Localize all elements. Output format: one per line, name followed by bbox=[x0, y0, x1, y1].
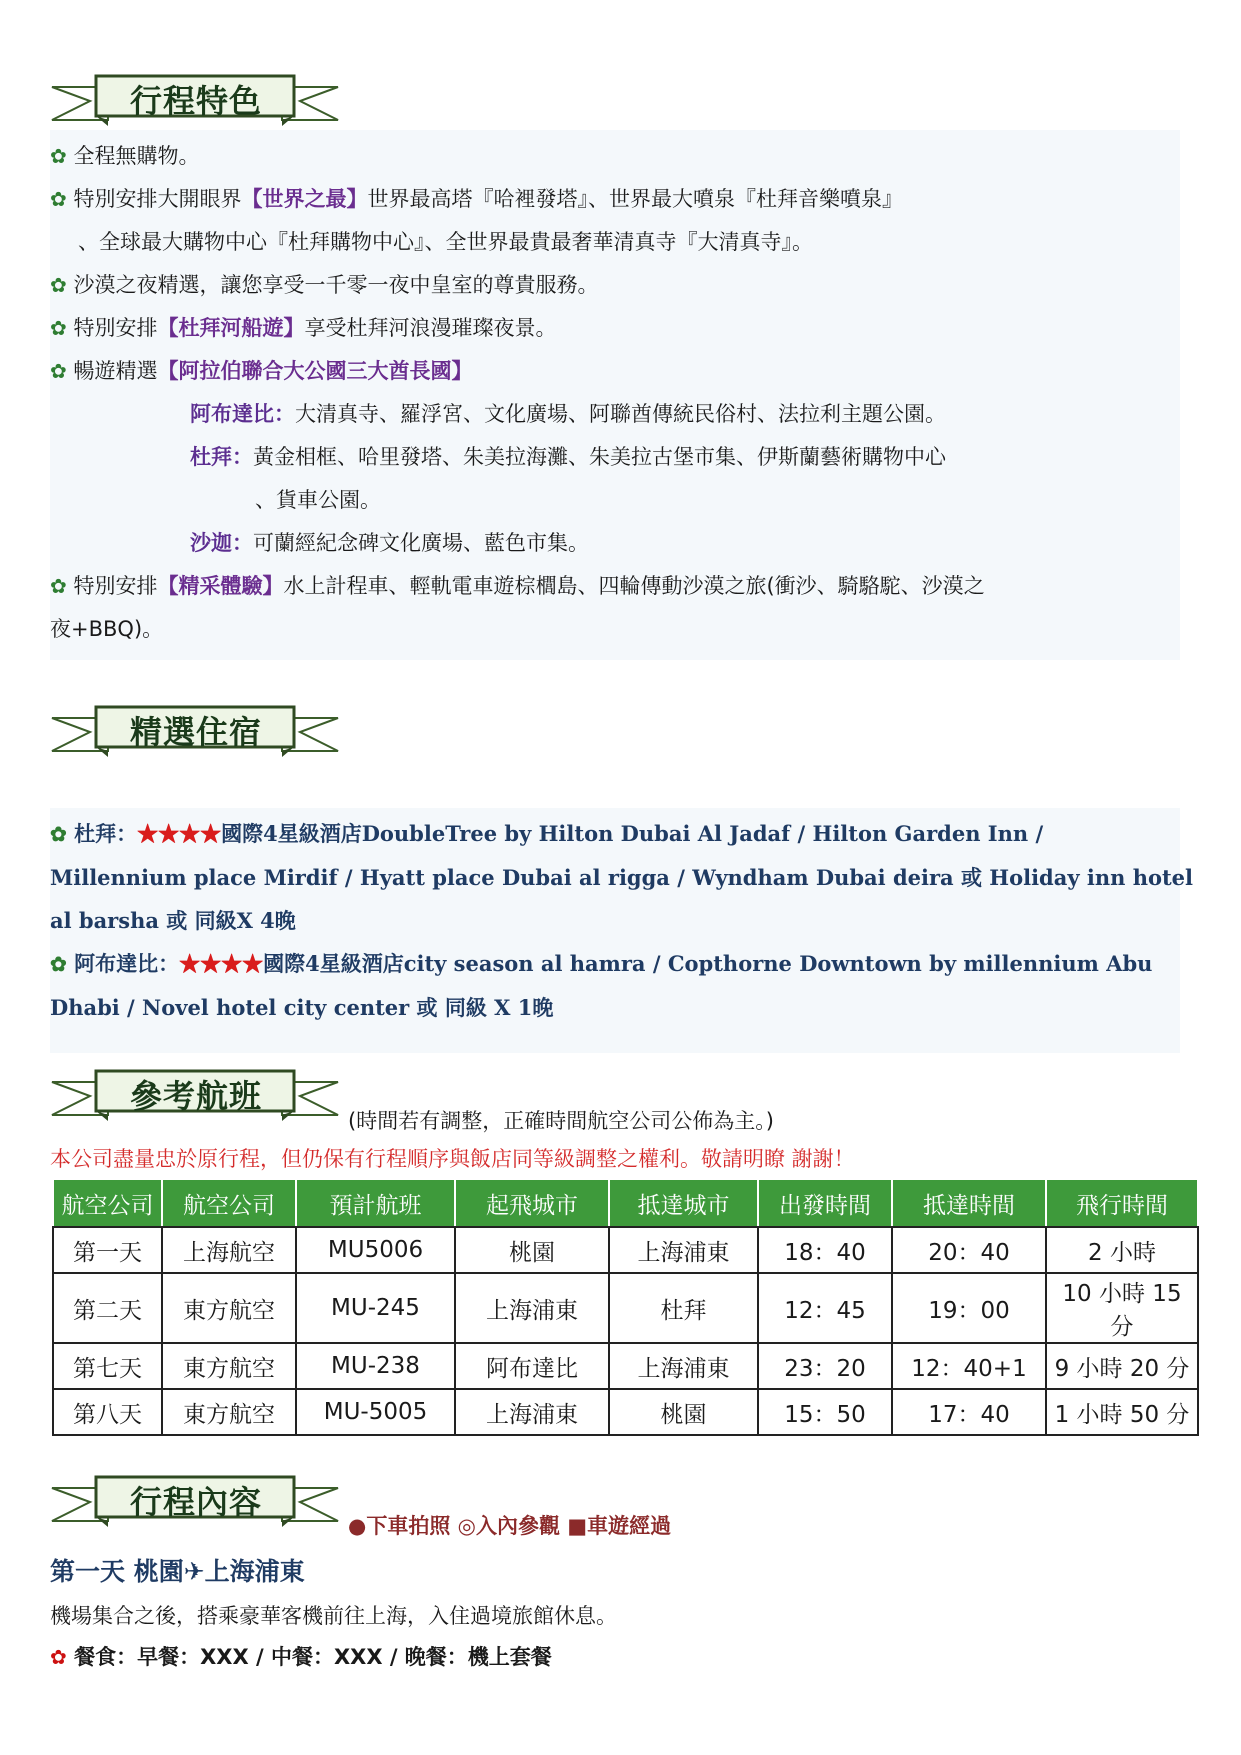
flower-bullet-icon: ✿ bbox=[50, 1645, 67, 1669]
section-title: 參考航班 bbox=[129, 1077, 262, 1115]
flower-bullet-icon: ✿ bbox=[50, 359, 67, 383]
features-block bbox=[50, 130, 1180, 660]
flower-bullet-icon: ✿ bbox=[50, 316, 67, 340]
flower-bullet-icon: ✿ bbox=[50, 187, 67, 211]
feature-item-continued: 、全球最大購物中心『杜拜購物中心』、全世界最貴最奢華清真寺『大清真寺』。 bbox=[78, 230, 813, 254]
day1-meals: ✿ 餐食：早餐：XXX / 中餐：XXX / 晚餐：機上套餐 bbox=[50, 1645, 552, 1669]
flower-bullet-icon: ✿ bbox=[50, 273, 67, 297]
column-header: 航空公司 bbox=[162, 1179, 296, 1227]
star-rating-icon: ★★★★ bbox=[179, 951, 264, 976]
flower-bullet-icon: ✿ bbox=[50, 952, 67, 976]
hotel-abu-dhabi: ✿ 阿布達比：★★★★國際4星級酒店city season al hamra / Copthorne Downtown by millennium Abu bbox=[50, 951, 1153, 976]
city-line-sharjah: 沙迦：可蘭經紀念碑文化廣場、藍色市集。 bbox=[190, 531, 589, 555]
section-title: 行程內容 bbox=[129, 1483, 262, 1521]
column-header: 起飛城市 bbox=[455, 1179, 609, 1227]
feature-item: ✿ 特別安排大開眼界【世界之最】世界最高塔『哈裡發塔』、世界最大噴泉『杜拜音樂噴泉』 bbox=[50, 187, 903, 211]
feature-item: ✿ 沙漠之夜精選，讓您享受一千零一夜中皇室的尊貴服務。 bbox=[50, 273, 599, 297]
flight-time-note: (時間若有調整，正確時間航空公司公佈為主。) bbox=[348, 1109, 774, 1133]
column-header: 抵達城市 bbox=[609, 1179, 758, 1227]
section-banner-features bbox=[50, 72, 340, 130]
section-title: 行程特色 bbox=[129, 82, 262, 120]
hotel-dubai-continued: Millennium place Mirdif / Hyatt place Dubai al rigga / Wyndham Dubai deira 或 Holiday inn hotel bbox=[50, 865, 1194, 890]
visit-type-legend: ●下車拍照 ◎入內參觀 ■車遊經過 bbox=[348, 1514, 672, 1538]
table-row: 第一天 上海航空 MU5006 桃園 上海浦東 18：40 20：40 2 小時 bbox=[53, 1227, 1198, 1273]
hotel-abu-dhabi-continued: Dhabi / Novel hotel city center 或 同級 X 1晚 bbox=[50, 995, 554, 1020]
column-header: 飛行時間 bbox=[1046, 1179, 1198, 1227]
table-row: 第八天 東方航空 MU-5005 上海浦東 桃園 15：50 17：40 1 小時 50 分 bbox=[53, 1389, 1198, 1435]
city-line-dubai: 杜拜：黃金相框、哈里發塔、朱美拉海灘、朱美拉古堡市集、伊斯蘭藝術購物中心 bbox=[190, 445, 946, 469]
column-header: 航空公司 bbox=[53, 1179, 162, 1227]
city-line-abu-dhabi: 阿布達比：大清真寺、羅浮宮、文化廣場、阿聯酋傳統民俗村、法拉利主題公園。 bbox=[190, 402, 946, 426]
flower-bullet-icon: ✿ bbox=[50, 144, 67, 168]
column-header: 出發時間 bbox=[758, 1179, 892, 1227]
feature-item: ✿ 暢遊精選【阿拉伯聯合大公國三大酋長國】 bbox=[50, 359, 473, 383]
table-row: 第七天 東方航空 MU-238 阿布達比 上海浦東 23：20 12：40+1 9 小時 20 分 bbox=[53, 1343, 1198, 1389]
feature-item: ✿ 特別安排【杜拜河船遊】享受杜拜河浪漫璀璨夜景。 bbox=[50, 316, 557, 340]
flower-bullet-icon: ✿ bbox=[50, 822, 67, 846]
section-banner-flights bbox=[50, 1067, 340, 1125]
table-header-row bbox=[53, 1179, 1198, 1227]
day1-description: 機場集合之後，搭乘豪華客機前往上海，入住過境旅館休息。 bbox=[50, 1604, 617, 1628]
column-header: 預計航班 bbox=[296, 1179, 455, 1227]
disclaimer-text: 本公司盡量忠於原行程，但仍保有行程順序與飯店同等級調整之權利。敬請明瞭 謝謝！ bbox=[50, 1147, 855, 1171]
hotel-dubai: ✿ 杜拜：★★★★國際4星級酒店DoubleTree by Hilton Dubai Al Jadaf / Hilton Garden Inn / bbox=[50, 821, 1044, 846]
table-row: 第二天 東方航空 MU-245 上海浦東 杜拜 12：45 19：00 10 小時 15 分 bbox=[53, 1273, 1198, 1343]
column-header: 抵達時間 bbox=[892, 1179, 1046, 1227]
hotels-block bbox=[50, 808, 1194, 1053]
city-line-dubai-continued: 、貨車公園。 bbox=[255, 488, 381, 512]
flower-bullet-icon: ✿ bbox=[50, 574, 67, 598]
section-banner-itinerary bbox=[50, 1473, 340, 1531]
section-title: 精選住宿 bbox=[129, 713, 262, 751]
feature-item: ✿ 全程無購物。 bbox=[50, 144, 200, 168]
flight-table bbox=[52, 1178, 1199, 1436]
feature-item: ✿ 特別安排【精采體驗】水上計程車、輕軌電車遊棕櫚島、四輪傳動沙漠之旅(衝沙、騎駱駝、沙漠之 bbox=[50, 574, 985, 598]
hotel-dubai-continued: al barsha 或 同級X 4晚 bbox=[50, 908, 296, 933]
feature-item-continued: 夜+BBQ)。 bbox=[50, 617, 164, 641]
section-banner-hotels bbox=[50, 703, 340, 761]
day1-title: 第一天 桃園✈上海浦東 bbox=[50, 1557, 305, 1586]
star-rating-icon: ★★★★ bbox=[137, 821, 222, 846]
